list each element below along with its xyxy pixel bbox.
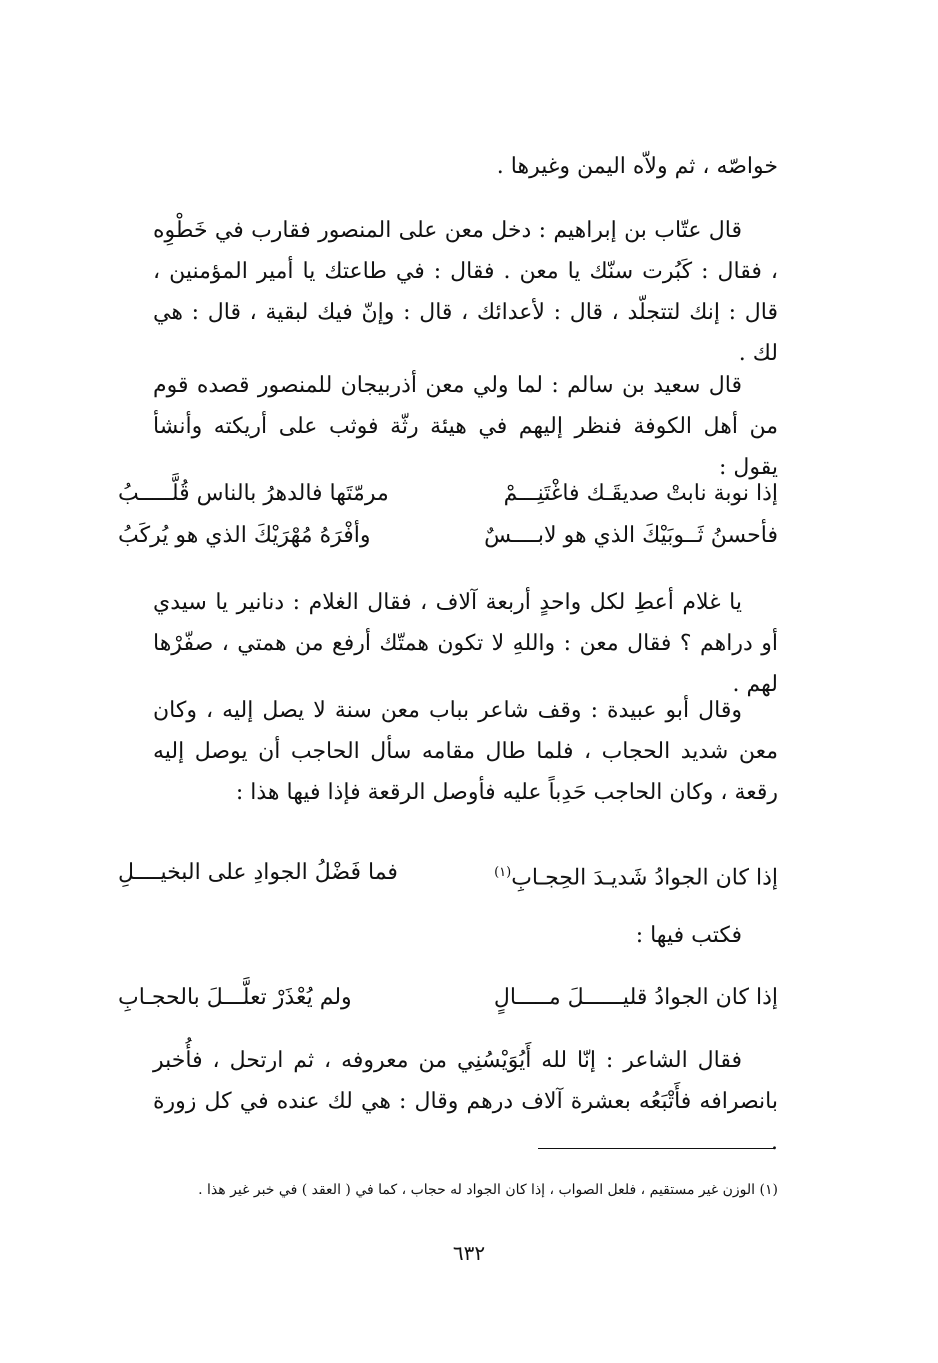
verse-4-second-hemistich: ولم يُعْذَرْ تعلَّـــلَ بالحجـابِ: [118, 985, 352, 1010]
verse-2-second-hemistich: وأفْرَهُ مُهْرَيْكَ الذي هو يُركَبُ: [118, 523, 371, 548]
verse-4-first-hemistich: إذا كان الجوادُ قليــــــلَ مـــــالٍ: [493, 985, 778, 1010]
paragraph-poet-departure: فقال الشاعر : إنّا لله أَيُوَيْسُنِي من معروفه ، ثم ارتحل ، فأُخبر بانصرافه فأَتْبَعُه بعشرة آلاف درهم وقال : هي لك عنده في كل زورة .: [153, 1048, 778, 1155]
paragraph-attab-anecdote: قال عتّاب بن إبراهيم : دخل معن على المنصور فقارب في خَطْوِه ، فقال : كَبُرت سنّك يا معن . فقال : في طاعتك يا أمير المؤمنين ، قال : إنك لتتجلّد ، قال : لأعدائك ، قال : وإنّ فيك لبقية ، قال : هي لك .: [153, 218, 778, 366]
verse-line-3: [118, 855, 778, 896]
verse-line-2: [118, 518, 778, 554]
verse-line-1: [118, 476, 778, 512]
footnote: (١) الوزن غير مستقيم ، فلعل الصواب ، إذا كان الجواد له حجاب ، كما في ( العقد ) في خبر غير هذا .: [198, 1182, 778, 1198]
footnote-separator: [538, 1148, 774, 1149]
verse-1-first-hemistich: إذا نوبة نابتْ صديقَـك فاغْتَنِـــمْ: [503, 481, 778, 506]
footnote-marker: (١): [494, 865, 512, 880]
verse-line-4: [118, 980, 778, 1016]
verse-3-first-hemistich-text: إذا كان الجوادُ شَديـدَ الحِجـابِ: [511, 865, 778, 891]
paragraph-he-wrote: فكتب فيها :: [635, 923, 742, 948]
verse-2-first-hemistich: فأحسنُ ثَــوبَيْكَ الذي هو لابــــسٌ: [484, 523, 778, 548]
paragraph-abu-ubayda-anecdote: وقال أبو عبيدة : وقف شاعر بباب معن سنة لا يصل إليه ، وكان معن شديد الحجاب ، فلما طال مقامه سأل الحاجب أن يوصل إليه رقعة ، وكان الحاجب حَدِباً عليه فأوصل الرقعة فإذا فيها هذا :: [153, 698, 778, 805]
paragraph-continuation: خواصّه ، ثم ولاّه اليمن وغيرها .: [496, 154, 778, 179]
paragraph-said-anecdote: قال سعيد بن سالم : لما ولي معن أذربيجان للمنصور قصده قوم من أهل الكوفة فنظر إليهم في هيئة رثّة فوثب على أريكته وأنشأ يقول :: [153, 373, 778, 480]
paragraph-ghulam-dialogue: يا غلام أعطِ لكل واحدٍ أربعة آلاف ، فقال الغلام : دنانير يا سيدي أو دراهم ؟ فقال معن : واللهِ لا تكون همتّك أرفع من همتي ، صفّرْها لهم .: [153, 590, 778, 697]
verse-1-second-hemistich: مرمّتَها فالدهرُ بالناس قُلَّـــــبُ: [118, 481, 389, 506]
verse-3-second-hemistich: فما فَضْلُ الجوادِ على البخيــــلِ: [118, 860, 398, 885]
verse-3-first-hemistich: [494, 855, 778, 896]
page-number: ٦٣٢: [452, 1241, 486, 1265]
